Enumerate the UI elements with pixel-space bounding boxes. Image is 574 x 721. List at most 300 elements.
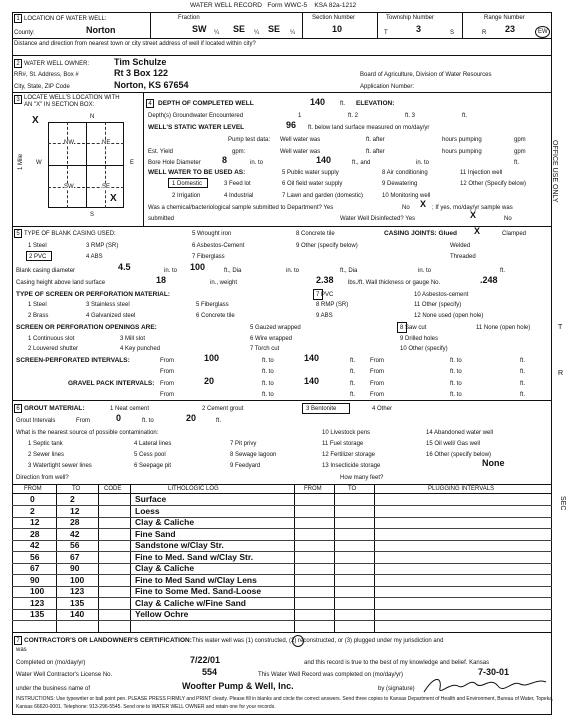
direction-label: Direction from well? bbox=[16, 475, 69, 481]
weight-units: lbs./ft. Wall thickness or gauge No. bbox=[348, 280, 441, 286]
source-none: None bbox=[482, 458, 505, 468]
casing-5: 5 Wrought iron bbox=[192, 231, 232, 237]
range-dir-circle bbox=[535, 26, 550, 38]
county-value: Norton bbox=[86, 25, 116, 35]
distance-label: Distance and direction from nearest town or city street address of well if located within city? bbox=[14, 41, 256, 47]
margin-sec: SEC bbox=[559, 496, 566, 511]
log-to: 12 bbox=[70, 505, 80, 516]
grid-line bbox=[67, 122, 68, 208]
col-divider bbox=[294, 484, 295, 632]
range-dir: EW bbox=[538, 29, 548, 35]
screen-label: TYPE OF SCREEN OR PERFORATION MATERIAL: bbox=[16, 291, 170, 298]
col-divider bbox=[98, 484, 99, 632]
grid-line bbox=[48, 165, 124, 166]
ksa-number: KSA 82a-1212 bbox=[314, 2, 357, 9]
compass-e: E bbox=[130, 160, 135, 166]
log-to: 135 bbox=[70, 597, 85, 608]
true-text: and this record is true to the best of my knowledge and belief. Kansas bbox=[304, 660, 490, 666]
township-value: 3 bbox=[416, 24, 422, 34]
log-row-line bbox=[12, 597, 552, 598]
yield-gpm: gpm: bbox=[232, 149, 246, 155]
sample-question: Was a chemical/bacteriological sample submitted to Department? Yes bbox=[148, 205, 334, 211]
city-label: City, State, ZIP Code bbox=[14, 84, 70, 90]
quarter-1: ¼ bbox=[214, 30, 220, 36]
interval-ft-to-2: ft. to bbox=[450, 358, 462, 364]
mile-label: 1 Mile bbox=[18, 153, 24, 170]
log-to: 42 bbox=[70, 528, 80, 539]
screen-8: 8 RMP (SR) bbox=[316, 302, 349, 308]
screen-11: 11 Other (specify) bbox=[414, 302, 462, 308]
section-box-label: LOCATE WELL'S LOCATION WITH bbox=[24, 95, 120, 101]
application-label: Application Number: bbox=[360, 84, 415, 90]
gravel-from-label-2: From bbox=[370, 381, 384, 387]
sample-no-mark: X bbox=[420, 199, 427, 209]
use-6: 6 Oil field water supply bbox=[282, 181, 343, 187]
bore-in: in. to bbox=[250, 160, 264, 166]
source-16: 16 Other (specify below) bbox=[426, 452, 492, 458]
grout-3: 3 Bentonite bbox=[306, 406, 337, 412]
joints-label: CASING JOINTS: Glued bbox=[384, 230, 457, 237]
pump-c: hours pumping bbox=[442, 137, 482, 143]
how-many-feet-label: How many feet? bbox=[340, 475, 384, 481]
source-10: 10 Livestock pens bbox=[322, 430, 371, 436]
quadrant-se: SE bbox=[102, 184, 111, 190]
source-1: 1 Septic tank bbox=[28, 441, 63, 447]
log-description: Loess bbox=[135, 505, 160, 516]
divider bbox=[12, 38, 552, 39]
source-11: 11 Fuel storage bbox=[322, 441, 364, 447]
location-label: LOCATION OF WATER WELL: bbox=[24, 16, 107, 22]
log-row-line bbox=[12, 586, 552, 587]
screen-10: 10 Asbestos-cement bbox=[414, 292, 469, 298]
range-prefix: R bbox=[482, 30, 487, 36]
log-description: Yellow Ochre bbox=[135, 609, 189, 619]
opening-9: 9 Drilled holes bbox=[400, 336, 439, 342]
casing-3: 3 RMP (SR) bbox=[86, 243, 119, 249]
well-location-mark: X bbox=[110, 193, 117, 204]
grout-to-label: ft. to bbox=[142, 418, 154, 424]
threaded-label: Threaded bbox=[450, 254, 476, 260]
height-value: 18 bbox=[156, 275, 167, 285]
log-from: 135 bbox=[30, 609, 45, 619]
log-description: Clay & Caliche bbox=[135, 563, 195, 573]
log-row-line bbox=[12, 551, 552, 552]
cert-label: CONTRACTOR'S OR LANDOWNER'S CERTIFICATION: bbox=[24, 637, 192, 644]
quadrant-nw: NW bbox=[64, 140, 74, 146]
gravel-ft-to-4: ft. to bbox=[450, 392, 462, 398]
interval-from: 100 bbox=[204, 353, 220, 363]
log-description: Fine to Med. Sand w/Clay Str. bbox=[135, 551, 254, 562]
source-7: 7 Pit privy bbox=[230, 441, 257, 447]
gravel-from-label-3: From bbox=[160, 392, 174, 398]
clamped-label: Clamped bbox=[502, 231, 527, 237]
screen-7: 7 PVC bbox=[316, 292, 334, 298]
margin-r: R bbox=[558, 370, 564, 377]
owner-name: Tim Schulze bbox=[114, 57, 167, 67]
interval-from-label-2: From bbox=[370, 358, 384, 364]
log-header-code: CODE bbox=[104, 486, 122, 492]
diameter-in-to-2: in. to bbox=[286, 268, 300, 274]
section-value: 10 bbox=[332, 24, 343, 34]
yield-a: Well water was bbox=[280, 149, 321, 155]
grid-line bbox=[48, 143, 124, 144]
grout-to: 20 bbox=[186, 413, 197, 423]
bore-in-2: in. to bbox=[416, 160, 430, 166]
log-description: Clay & Caliche w/Fine Sand bbox=[135, 597, 247, 608]
log-to: 90 bbox=[70, 563, 80, 573]
source-4: 4 Lateral lines bbox=[134, 441, 172, 447]
completed-date: 7/22/01 bbox=[190, 655, 221, 665]
screen-3: 3 Stainless steel bbox=[86, 302, 130, 308]
opening-2: 2 Louvered shutter bbox=[28, 346, 79, 352]
bore-ft-2: ft. bbox=[514, 160, 520, 166]
log-row-line bbox=[12, 517, 552, 518]
divider bbox=[12, 484, 552, 485]
gauge-value: .248 bbox=[480, 275, 498, 285]
casing-9: 9 Other (specify below) bbox=[296, 243, 358, 249]
log-from: 100 bbox=[30, 586, 45, 596]
yield-c: hours pumping bbox=[442, 149, 482, 155]
welded-label: Welded bbox=[450, 243, 471, 249]
log-to: 28 bbox=[70, 517, 80, 527]
log-row-line bbox=[12, 574, 552, 575]
source-9: 9 Feedyard bbox=[230, 463, 261, 469]
interval-to: 140 bbox=[304, 353, 320, 363]
col-divider bbox=[334, 484, 335, 632]
height-label: Casing height above land surface bbox=[16, 280, 106, 286]
openings-label: SCREEN OR PERFORATION OPENINGS ARE: bbox=[16, 324, 157, 331]
col-divider bbox=[56, 484, 57, 632]
diameter-value: 4.5 bbox=[118, 262, 131, 272]
use-3: 3 Feed lot bbox=[224, 181, 251, 187]
log-to: 2 bbox=[70, 494, 75, 504]
submitted-label: submitted bbox=[148, 216, 175, 222]
use-4: 4 Industrial bbox=[224, 193, 254, 199]
section-box-label-2: AN "X" IN SECTION BOX: bbox=[24, 102, 95, 108]
gravel-from: 20 bbox=[204, 376, 215, 386]
log-description: Surface bbox=[135, 494, 167, 504]
divider bbox=[12, 226, 552, 227]
grout-ft: ft. bbox=[216, 418, 222, 424]
signature-label: by (signature) bbox=[378, 686, 415, 692]
source-2: 2 Sewer lines bbox=[28, 452, 65, 458]
township-prefix: T bbox=[384, 30, 388, 36]
opening-8: 8 Saw cut bbox=[400, 325, 427, 331]
log-from: 56 bbox=[30, 551, 40, 562]
pump-label: Pump test data: bbox=[228, 137, 271, 143]
bore-to: 140 bbox=[316, 155, 332, 165]
interval-from-label-4: From bbox=[370, 369, 384, 375]
gw-2: ft. 2 bbox=[348, 113, 359, 119]
gravel-ft-to-3: ft. to bbox=[262, 392, 274, 398]
static-label: WELL'S STATIC WATER LEVEL bbox=[148, 124, 245, 131]
casing-4: 4 ABS bbox=[86, 254, 103, 260]
compass-s: S bbox=[90, 212, 95, 218]
fraction-1: SW bbox=[192, 24, 207, 34]
section-7-number: 7 bbox=[14, 636, 22, 645]
source-12: 12 Fertilizer storage bbox=[322, 452, 376, 458]
elevation-label: ELEVATION: bbox=[356, 100, 395, 107]
pump-a: Well water was bbox=[280, 137, 321, 143]
margin-t: T bbox=[558, 324, 563, 331]
gravel-ft: ft. bbox=[350, 381, 356, 387]
casing-8: 8 Concrete tile bbox=[296, 231, 335, 237]
use-7: 7 Lawn and garden (domestic) bbox=[282, 193, 364, 199]
depth-value: 140 bbox=[310, 97, 326, 107]
depth-ft: ft. bbox=[340, 101, 346, 107]
grid-line bbox=[105, 122, 106, 208]
casing-7: 7 Fiberglass bbox=[192, 254, 225, 260]
log-to: 100 bbox=[70, 574, 85, 585]
log-from: 90 bbox=[30, 574, 40, 585]
log-to: 140 bbox=[70, 609, 85, 619]
opening-1: 1 Continuous slot bbox=[28, 336, 75, 342]
sample-no: No bbox=[402, 205, 410, 211]
divider bbox=[377, 12, 378, 38]
diameter-in-to-3: in. to bbox=[418, 268, 432, 274]
interval-ft-4: ft. bbox=[520, 369, 526, 375]
gravel-ft-to: ft. to bbox=[262, 381, 274, 387]
constructed-circle bbox=[292, 635, 304, 647]
yield-label: Est. Yield bbox=[148, 149, 174, 155]
col-divider bbox=[374, 484, 375, 632]
gw-3: ft. 3 bbox=[405, 113, 416, 119]
diameter-in-to: in. to bbox=[164, 268, 178, 274]
source-14: 14 Abandoned water well bbox=[426, 430, 494, 436]
divider bbox=[12, 55, 552, 56]
grout-from: 0 bbox=[116, 413, 122, 423]
diameter-ft-3: ft. bbox=[500, 268, 506, 274]
section-5-number: 5 bbox=[14, 229, 22, 238]
log-from: 67 bbox=[30, 563, 40, 573]
depth-label: DEPTH OF COMPLETED WELL bbox=[158, 100, 254, 107]
log-from: 2 bbox=[30, 505, 35, 516]
license-label: Water Well Contractor's License No. bbox=[16, 672, 113, 678]
groundwater-label: Depth(s) Groundwater Encountered bbox=[148, 113, 244, 119]
disinfected-no: No bbox=[504, 216, 512, 222]
township-dir: S bbox=[450, 30, 455, 36]
log-row-line bbox=[12, 528, 552, 529]
gravel-ft-3: ft. bbox=[350, 392, 356, 398]
log-row-line bbox=[12, 505, 552, 506]
board-label: Board of Agriculture, Division of Water Resources bbox=[360, 72, 492, 78]
log-header-to: TO bbox=[72, 486, 81, 492]
log-from: 28 bbox=[30, 528, 40, 539]
diameter-to: 100 bbox=[190, 262, 206, 272]
log-to: 123 bbox=[70, 586, 85, 596]
col-divider bbox=[130, 484, 131, 632]
source-8: 8 Sewage lagoon bbox=[230, 452, 277, 458]
compass-w: W bbox=[36, 160, 42, 166]
interval-ft-2: ft. bbox=[520, 358, 526, 364]
screen-2: 2 Brass bbox=[28, 313, 49, 319]
opening-5: 5 Gauzed wrapped bbox=[250, 325, 301, 331]
section-3-number: 3 bbox=[14, 95, 22, 104]
fraction-2: SE bbox=[233, 24, 246, 34]
form-title-text: WATER WELL RECORD bbox=[190, 2, 262, 9]
source-13: 13 Insecticide storage bbox=[322, 463, 381, 469]
grout-4: 4 Other bbox=[372, 406, 393, 412]
casing-2: 2 PVC bbox=[29, 254, 47, 260]
quadrant-ne: NE bbox=[102, 140, 111, 146]
record-text: This Water Well Record was completed on (mo/day/yr) bbox=[258, 672, 404, 678]
gw-1: 1 bbox=[298, 113, 302, 119]
log-description: Clay & Caliche bbox=[135, 517, 195, 527]
instructions-2: Kansas 66620-0001. Telephone: 913-296-5545. Send one to WATER WELL OWNER and retain one for your records. bbox=[16, 704, 276, 710]
interval-ft-to-3: ft. to bbox=[262, 369, 274, 375]
log-row-line bbox=[12, 563, 552, 564]
casing-1: 1 Steel bbox=[28, 243, 47, 249]
intervals-label: SCREEN-PERFORATED INTERVALS: bbox=[16, 357, 130, 364]
opening-4: 4 Key punched bbox=[120, 346, 161, 352]
divider bbox=[12, 400, 552, 401]
use-1: 1 Domestic bbox=[172, 181, 203, 187]
casing-label: TYPE OF BLANK CASING USED: bbox=[24, 231, 116, 237]
screen-9: 9 ABS bbox=[316, 313, 333, 319]
section-4-number: 4 bbox=[146, 99, 154, 108]
quarter-3: ¼ bbox=[290, 30, 296, 36]
quarter-2: ¼ bbox=[254, 30, 260, 36]
source-5: 5 Cess pool bbox=[134, 452, 166, 458]
grout-from-label: From bbox=[76, 418, 90, 424]
gravel-ft-to-2: ft. to bbox=[450, 381, 462, 387]
section-1-number: 1 bbox=[14, 14, 22, 23]
log-description: Sandstone w/Clay Str. bbox=[135, 540, 224, 550]
divider bbox=[150, 12, 151, 38]
screen-1: 1 Steel bbox=[28, 302, 47, 308]
static-tail: ft. below land surface measured on mo/day/yr bbox=[308, 125, 430, 131]
diameter-ft-dia-2: ft., Dia bbox=[340, 268, 358, 274]
section-label: Section Number bbox=[312, 15, 356, 21]
log-to: 56 bbox=[70, 540, 80, 550]
interval-from-label-3: From bbox=[160, 369, 174, 375]
opening-7: 7 Torch cut bbox=[250, 346, 280, 352]
section-2-number: 2 bbox=[14, 59, 22, 68]
static-value: 96 bbox=[286, 120, 297, 130]
pump-b: ft. after bbox=[366, 137, 385, 143]
height-in-weight: in., weight bbox=[210, 280, 238, 286]
source-15: 15 Oil well/ Gas well bbox=[426, 441, 481, 447]
divider bbox=[12, 632, 552, 633]
grout-1: 1 Neat cement bbox=[110, 406, 150, 412]
sample-tail: ; If yes, mo/day/yr sample was bbox=[432, 205, 513, 211]
interval-from-label: From bbox=[160, 358, 174, 364]
weight-value: 2.38 bbox=[316, 275, 334, 285]
form-number: Form WWC-5 bbox=[267, 2, 308, 9]
fraction-3: SE bbox=[268, 24, 281, 34]
business-name: Woofter Pump & Well, Inc. bbox=[182, 681, 294, 691]
office-use-label: OFFICE USE ONLY bbox=[551, 140, 558, 203]
address-label: RR#, St. Address, Box # bbox=[14, 72, 79, 78]
use-5: 5 Public water supply bbox=[282, 170, 339, 176]
contamination-question: What is the nearest source of possible contamination: bbox=[16, 430, 159, 436]
grout-intervals-label: Grout Intervals bbox=[16, 418, 56, 424]
township-label: Township Number bbox=[386, 15, 435, 21]
divider bbox=[12, 92, 552, 93]
use-12: 12 Other (Specify below) bbox=[460, 181, 527, 187]
disinfected-mark: X bbox=[470, 210, 477, 220]
divider bbox=[143, 92, 144, 226]
use-11: 11 Injection well bbox=[460, 170, 503, 176]
use-label: WELL WATER TO BE USED AS: bbox=[148, 169, 246, 176]
yield-d: gpm bbox=[514, 149, 526, 155]
use-9: 9 Dewatering bbox=[382, 181, 418, 187]
log-header-from: FROM bbox=[24, 486, 42, 492]
gravel-from-label: From bbox=[160, 381, 174, 387]
log-from: 42 bbox=[30, 540, 40, 550]
log-description: Fine Sand bbox=[135, 528, 176, 539]
screen-4: 4 Galvanized steel bbox=[86, 313, 136, 319]
grout-label: GROUT MATERIAL: bbox=[24, 405, 85, 412]
quadrant-sw: SW bbox=[64, 184, 74, 190]
section-mark-nw: X bbox=[32, 115, 39, 126]
license-value: 554 bbox=[202, 667, 218, 677]
log-header-lithologic: LITHOLOGIC LOG bbox=[168, 486, 219, 492]
interval-ft: ft. bbox=[350, 358, 356, 364]
interval-ft-to-4: ft. to bbox=[450, 369, 462, 375]
use-8: 8 Air conditioning bbox=[382, 170, 428, 176]
grout-2: 2 Cement grout bbox=[202, 406, 244, 412]
yield-b: ft. after bbox=[366, 149, 385, 155]
county-label: County: bbox=[14, 30, 35, 36]
screen-12: 12 None used (open hole) bbox=[414, 313, 484, 319]
source-6: 6 Seepage pit bbox=[134, 463, 172, 469]
log-header-from-2: FROM bbox=[304, 486, 322, 492]
divider bbox=[302, 12, 303, 38]
log-from: 12 bbox=[30, 517, 40, 527]
diameter-ft-dia: ft., Dia bbox=[224, 268, 242, 274]
divider bbox=[462, 12, 463, 38]
city-value: Norton, KS 67654 bbox=[114, 80, 189, 90]
interval-ft-3: ft. bbox=[350, 369, 356, 375]
form-title bbox=[190, 3, 356, 10]
log-row-line bbox=[12, 620, 552, 621]
screen-5: 5 Fiberglass bbox=[196, 302, 229, 308]
gravel-to: 140 bbox=[304, 376, 320, 386]
grid-line bbox=[48, 187, 124, 188]
use-10: 10 Monitoring well bbox=[382, 193, 431, 199]
diameter-label: Blank casing diameter bbox=[16, 268, 76, 274]
gravel-label: GRAVEL PACK INTERVALS: bbox=[68, 380, 155, 387]
range-value: 23 bbox=[505, 24, 516, 34]
section-6-number: 6 bbox=[14, 404, 22, 413]
log-row-line bbox=[12, 540, 552, 541]
gravel-from-label-4: From bbox=[370, 392, 384, 398]
use-2: 2 Irrigation bbox=[172, 193, 201, 199]
log-from: 0 bbox=[30, 494, 35, 504]
range-label: Range Number bbox=[484, 15, 525, 21]
cert-was: was bbox=[16, 647, 27, 653]
record-date: 7-30-01 bbox=[478, 667, 510, 677]
opening-10: 10 Other (specify) bbox=[400, 346, 448, 352]
opening-3: 3 Mill slot bbox=[120, 336, 146, 342]
signature-image bbox=[420, 672, 550, 698]
casing-6: 6 Asbestos-Cement bbox=[192, 243, 245, 249]
log-description: Fine to Some Med. Sand-Loose bbox=[135, 586, 262, 596]
disinfected-label: Water Well Disinfected? Yes bbox=[340, 216, 416, 222]
glued-mark: X bbox=[474, 226, 481, 236]
instructions: INSTRUCTIONS: Use typewriter or ball point pen. PLEASE PRESS FIRMLY and PRINT clearly. Please fill in blanks and circle the correct answers. Send three copies to Kansas Department of Health and Environment, Bureau of Water, Topeka, bbox=[16, 696, 554, 702]
opening-11: 11 None (open hole) bbox=[476, 325, 531, 331]
screen-6: 6 Concrete tile bbox=[196, 313, 235, 319]
fraction-label: Fraction bbox=[178, 15, 200, 21]
gravel-ft-2: ft. bbox=[520, 381, 526, 387]
source-3: 3 Watertight sewer lines bbox=[28, 463, 92, 469]
log-header-plugging: PLUGGING INTERVALS bbox=[428, 486, 495, 492]
log-row-line bbox=[12, 609, 552, 610]
business-label: under the business name of bbox=[16, 686, 91, 692]
log-header-to-2: TO bbox=[348, 486, 357, 492]
